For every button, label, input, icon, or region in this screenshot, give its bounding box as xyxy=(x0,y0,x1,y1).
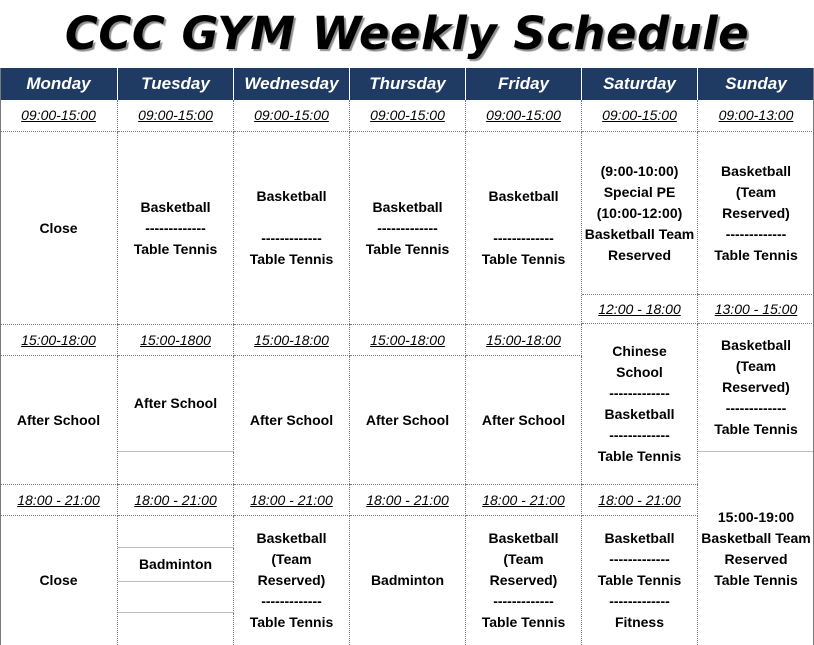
saturday-activity-evening: Basketball ------------- Table Tennis ------------- Fitness xyxy=(582,516,698,645)
monday-time-evening: 18:00 - 21:00 xyxy=(0,484,118,516)
sunday-activity-morning: Basketball (Team Reserved) ------------- Table Tennis xyxy=(714,162,798,263)
sunday-activity-afternoon: Basketball (Team Reserved) ------------- Table Tennis xyxy=(698,324,814,452)
monday-time-morning: 09:00-15:00 xyxy=(0,100,118,132)
thursday-activity-afternoon: After School xyxy=(350,356,466,484)
wednesday-time-morning: 09:00-15:00 xyxy=(234,100,350,132)
tuesday-activity-evening: Badminton xyxy=(118,548,234,582)
tuesday-empty-slot-3 xyxy=(118,613,234,645)
wednesday-activity-evening: Basketball (Team Reserved) ------------- Table Tennis xyxy=(234,516,350,645)
tuesday-activity-afternoon: After School xyxy=(118,356,234,452)
sunday-time-morning: 09:00-13:00 xyxy=(698,100,814,132)
thursday-time-evening: 18:00 - 21:00 xyxy=(350,484,466,516)
wednesday-activity-afternoon: After School xyxy=(234,356,350,484)
friday-time-morning: 09:00-15:00 xyxy=(466,100,582,132)
wednesday-time-evening: 18:00 - 21:00 xyxy=(234,484,350,516)
saturday-time-evening: 18:00 - 21:00 xyxy=(582,484,698,516)
header-friday: Friday xyxy=(466,68,582,100)
tuesday-time-evening: 18:00 - 21:00 xyxy=(118,484,234,516)
saturday-activity-afternoon: Chinese School ------------- Basketball ------------- Table Tennis xyxy=(582,324,698,484)
thursday-activity-morning: Basketball ------------- Table Tennis xyxy=(350,132,466,324)
thursday-time-morning: 09:00-15:00 xyxy=(350,100,466,132)
friday-time-afternoon: 15:00-18:00 xyxy=(466,324,582,356)
header-monday: Monday xyxy=(0,68,118,100)
sunday-activity-evening: 15:00-19:00 Basketball Team Reserved Table Tennis xyxy=(701,508,811,588)
tuesday-empty-slot-1 xyxy=(118,516,234,548)
monday-activity-morning: Close xyxy=(0,132,118,324)
header-saturday: Saturday xyxy=(582,68,698,100)
tuesday-empty-slot xyxy=(118,452,234,484)
friday-activity-morning: Basketball ------------- Table Tennis xyxy=(466,132,582,324)
wednesday-time-afternoon: 15:00-18:00 xyxy=(234,324,350,356)
header-wednesday: Wednesday xyxy=(234,68,350,100)
saturday-time-morning: 09:00-15:00 xyxy=(582,100,698,132)
header-sunday: Sunday xyxy=(698,68,814,100)
header-tuesday: Tuesday xyxy=(118,68,234,100)
header-thursday: Thursday xyxy=(350,68,466,100)
thursday-activity-evening: Badminton xyxy=(350,516,466,645)
friday-activity-afternoon: After School xyxy=(466,356,582,484)
tuesday-time-afternoon: 15:00-1800 xyxy=(118,324,234,356)
tuesday-empty-slot-2 xyxy=(118,582,234,613)
tuesday-time-morning: 09:00-15:00 xyxy=(118,100,234,132)
friday-activity-evening: Basketball (Team Reserved) ------------- Table Tennis xyxy=(466,516,582,645)
page-title: CCC GYM Weekly Schedule xyxy=(64,7,750,60)
wednesday-activity-morning: Basketball ------------- Table Tennis xyxy=(234,132,350,324)
monday-activity-afternoon: After School xyxy=(0,356,118,484)
saturday-time-afternoon: 12:00 - 18:00 xyxy=(582,294,698,324)
tuesday-activity-morning: Basketball ------------- Table Tennis xyxy=(118,132,234,324)
sunday-time-afternoon: 13:00 - 15:00 xyxy=(698,294,814,324)
thursday-time-afternoon: 15:00-18:00 xyxy=(350,324,466,356)
saturday-activity-morning: (9:00-10:00) Special PE (10:00-12:00) Basketball Team Reserved xyxy=(582,132,698,294)
friday-time-evening: 18:00 - 21:00 xyxy=(466,484,582,516)
monday-activity-evening: Close xyxy=(0,516,118,645)
monday-time-afternoon: 15:00-18:00 xyxy=(0,324,118,356)
